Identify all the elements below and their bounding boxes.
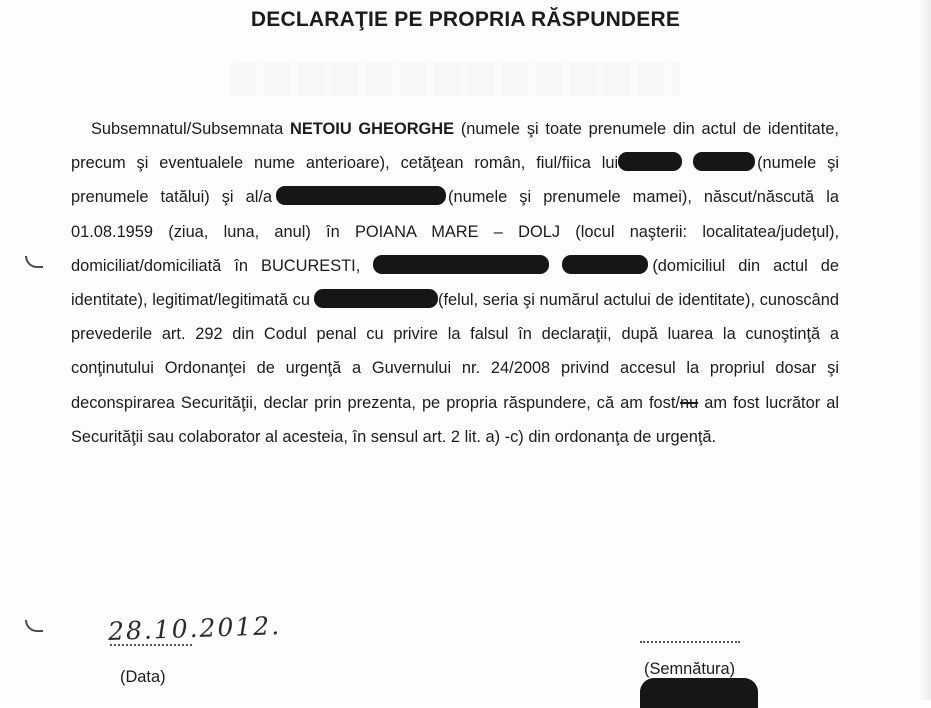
redaction-address-a: [373, 255, 549, 274]
redaction-signature: [640, 678, 758, 708]
redaction-father-name-b: [693, 152, 755, 171]
body-part-2: (numele şi toate prenumele din actul de identitate, precum şi eventualele nume anterioare), cetăţean român, fiul/fiica lui: [71, 120, 839, 173]
punch-hole-mark: [25, 256, 43, 268]
signature-label: (Semnătura): [644, 660, 736, 678]
page-edge-shadow: [917, 0, 931, 700]
redaction-mother-name: [276, 186, 446, 205]
body-part-6: (felul, seria şi numărul actului de identitate), cunoscând prevederile art. 292 din Codul penal cu privire la falsul în declaraţii, după luarea la cunoştinţă a conţinutului Ordonanţei de urgenţă a Guvernului nr. 24/2008 privind accesul la propriul dosar şi deconspirarea Securităţii, declar prin prezenta, pe propria răspundere, că am fost/: [71, 291, 839, 412]
body-part-1: Subsemnatul/Subsemnata: [91, 120, 291, 138]
signature-dotted-line: [640, 641, 740, 643]
date-dotted-line: [110, 644, 192, 646]
body-part-5: (domiciliul din actul de identitate), legitimat/legitimată cu: [71, 256, 839, 310]
body-part-7: am fost lucrător al Securităţii sau colaborator al acesteia, în sensul art. 2 lit. a) -c) din ordonanţa de urgenţă.: [71, 393, 839, 446]
redaction-father-name-a: [618, 152, 682, 171]
document-title: DECLARAŢIE PE PROPRIA RĂSPUNDERE: [250, 8, 681, 31]
declaration-body: [71, 112, 839, 454]
handwritten-date: 28.10.2012.: [107, 610, 282, 647]
struck-out-word: nu: [679, 393, 699, 412]
faint-bleed-through: [230, 62, 680, 96]
redaction-id-document: [314, 289, 438, 308]
declarant-name: NETOIU GHEORGHE: [290, 120, 455, 138]
punch-hole-mark: [25, 620, 43, 632]
redaction-address-b: [562, 255, 648, 274]
date-label: (Data): [120, 668, 166, 686]
body-part-4: (numele şi prenumele mamei), născut/născută la 01.08.1959 (ziua, luna, anul) în POIANA MARE – DOLJ (locul naşterii: localitatea/judeţul), domiciliat/domiciliată în BUCURESTI,: [71, 188, 839, 275]
body-part-3: (numele şi prenumele tatălui) şi al/a: [71, 154, 839, 207]
